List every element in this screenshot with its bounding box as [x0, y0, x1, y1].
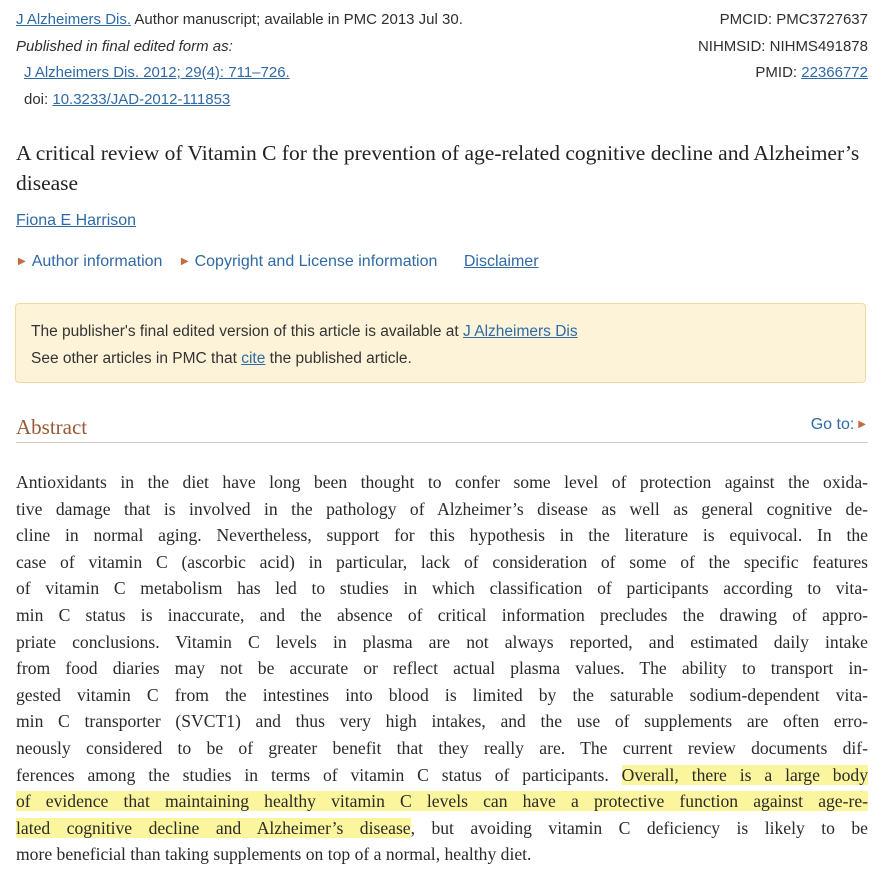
goto-label: Go to: [810, 416, 855, 433]
author-information-toggle[interactable] [18, 253, 162, 270]
copyright-toggle[interactable] [181, 253, 438, 270]
disclaimer-link[interactable]: Disclaimer [463, 253, 539, 270]
author-information-label: Author information [31, 253, 163, 270]
author-link[interactable]: Fiona E Harrison [16, 212, 137, 229]
abstract-body [16, 469, 868, 868]
abstract-line: min C status is inaccurate, and the absence of critical information precludes the drawing of appro- [16, 604, 868, 625]
abstract-line: of vitamin C metabolism has led to studies in which classification of participants according to vita- [16, 578, 868, 599]
abstract-line [16, 762, 868, 789]
publisher-notice [15, 303, 866, 383]
abstract-line: case of vitamin C (ascorbic acid) in particular, lack of consideration of some of the specific features [16, 551, 868, 572]
highlighted-text: of evidence that maintaining healthy vitamin C levels can have a protective function against age-re- [16, 791, 868, 812]
doi-link[interactable]: 10.3233/JAD-2012-111853 [52, 90, 231, 108]
triangle-right-icon: ▶ [180, 256, 189, 267]
abstract-line [16, 815, 868, 842]
goto-menu[interactable] [811, 416, 866, 434]
cite-link[interactable]: cite [241, 350, 266, 367]
pmcid: PMCID: PMC3727637 [719, 11, 868, 28]
article-identifiers [698, 7, 868, 87]
published-label: Published in final edited form as: [16, 37, 233, 55]
abstract-line: tive damage that is involved in the pathology of Alzheimer’s disease as well as general cognitive de- [16, 498, 868, 519]
abstract-text: , but avoiding vitamin C deficiency is likely to be [410, 817, 868, 838]
abstract-line: from food diaries may not be accurate or reflect actual plasma values. The ability to transport in- [16, 658, 868, 679]
abstract-line: Antioxidants in the diet have long been thought to confer some level of protection against the oxida- [16, 472, 868, 492]
notice-text-2: See other articles in PMC that [31, 350, 237, 367]
abstract-line: neously considered to be of greater benefit that they really are. The current review documents dif- [16, 737, 868, 758]
notice-text-3: the published article. [269, 350, 412, 367]
abstract-line: min C transporter (SVCT1) and thus very high intakes, and the use of supplements are often erro- [16, 711, 868, 732]
highlighted-text: Overall, there is a large body [621, 764, 868, 785]
article-info-links [18, 253, 539, 271]
pmid-link[interactable]: 22366772 [801, 64, 868, 81]
manuscript-status: Author manuscript; available in PMC 2013 Jul 30. [134, 11, 463, 28]
nihmsid: NIHMSID: NIHMS491878 [697, 37, 868, 55]
notice-text: The publisher's final edited version of this article is available at [31, 323, 459, 340]
copyright-label: Copyright and License information [194, 253, 438, 270]
abstract-line: priate conclusions. Vitamin C levels in plasma are not always reported, and estimated daily intake [16, 631, 868, 652]
article-title: A critical review of Vitamin C for the prevention of age-related cognitive decline and Alzheimer’s disease [16, 141, 860, 195]
pmid-label: PMID: [755, 64, 798, 81]
publisher-journal-link[interactable]: J Alzheimers Dis [463, 323, 578, 340]
abstract-line: cline in normal aging. Nevertheless, support for this hypothesis in the literature is equivocal. In the [16, 525, 868, 546]
citation-link[interactable]: J Alzheimers Dis. 2012; 29(4): 711–726. [24, 64, 290, 81]
abstract-line: gested vitamin C from the intestines into blood is limited by the saturable sodium-dependent vita- [16, 684, 868, 705]
triangle-right-icon: ▶ [858, 419, 866, 430]
abstract-header [16, 412, 868, 443]
abstract-line: more beneficial than taking supplements on top of a normal, healthy diet. [16, 844, 532, 865]
citation-header [16, 7, 463, 113]
abstract-line [16, 788, 868, 815]
highlighted-text: lated cognitive decline and Alzheimer’s disease [16, 817, 411, 838]
journal-link[interactable]: J Alzheimers Dis. [16, 11, 132, 28]
triangle-right-icon: ▶ [18, 256, 26, 267]
abstract-heading: Abstract [16, 415, 88, 439]
doi-label: doi: [24, 90, 49, 108]
abstract-text: ferences among the studies in terms of vitamin C status of participants. [16, 764, 609, 785]
